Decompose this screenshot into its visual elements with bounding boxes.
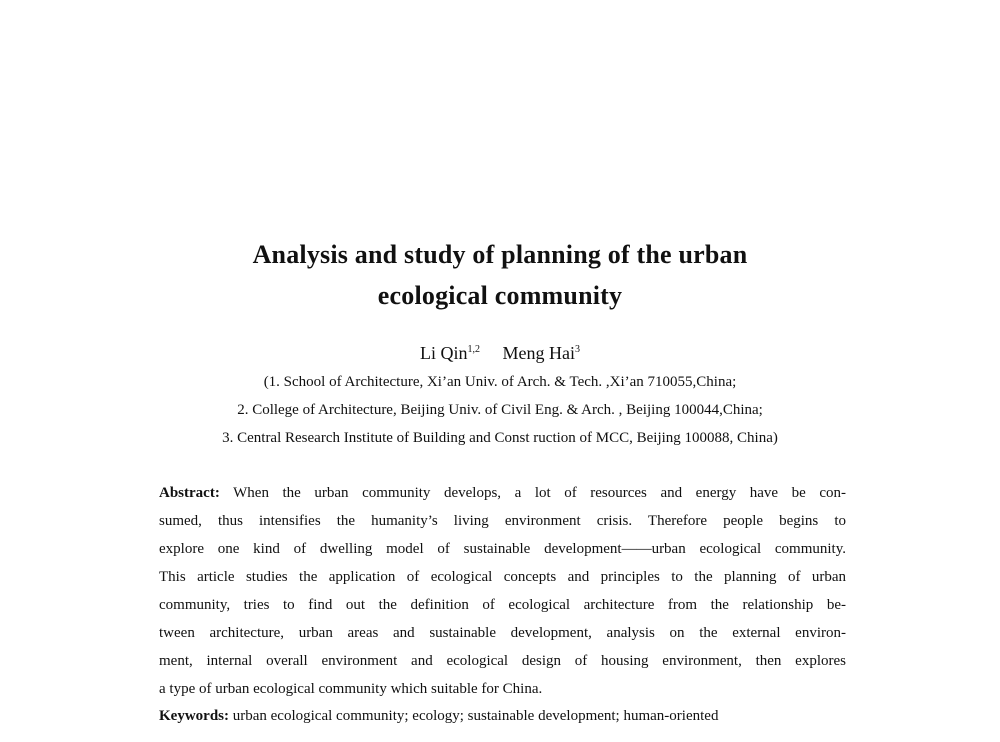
author-affiliation-marker: 1,2 [467, 344, 480, 355]
affiliation-1: (1. School of Architecture, Xi’an Univ. of Arch. & Tech. ,Xi’an 710055,China; [263, 374, 737, 390]
keywords-label: Keywords: [159, 708, 229, 724]
affiliation-3: 3. Central Research Institute of Building and Const ruction of MCC, Beijing 100088, China) [222, 430, 778, 446]
abstract-line: explore one kind of dwelling model of sustainable development——urban ecological community. [159, 541, 846, 557]
author-name: Li Qin [420, 343, 468, 363]
abstract-line: a type of urban ecological community which suitable for China. [159, 681, 543, 697]
abstract-line: tween architecture, urban areas and sustainable development, analysis on the external environ- [159, 625, 846, 641]
author-name: Meng Hai [502, 343, 575, 363]
abstract-text: When the urban community develops, a lot of resources and energy have be con- [233, 485, 847, 501]
affiliation-2: 2. College of Architecture, Beijing Univ. of Civil Eng. & Arch. , Beijing 100044,China; [237, 402, 763, 418]
abstract-line: sumed, thus intensifies the humanity’s living environment crisis. Therefore people begins to [159, 513, 846, 529]
abstract-line [159, 485, 846, 502]
keywords-line [159, 708, 846, 725]
author-affiliation-marker: 3 [574, 344, 580, 355]
abstract-label: Abstract: [159, 485, 220, 501]
abstract-line: This article studies the application of ecological concepts and principles to the planning of urban [159, 569, 846, 585]
paper-title-line-2: ecological community [377, 281, 623, 310]
abstract-line: community, tries to find out the definition of ecological architecture from the relationship be- [159, 597, 846, 613]
paper-title-line-1: Analysis and study of planning of the urban [252, 240, 748, 269]
author-list [0, 343, 1000, 364]
abstract-line: ment, internal overall environment and ecological design of housing environment, then explores [159, 653, 846, 669]
keywords-text: urban ecological community; ecology; sustainable development; human-oriented [232, 708, 719, 724]
